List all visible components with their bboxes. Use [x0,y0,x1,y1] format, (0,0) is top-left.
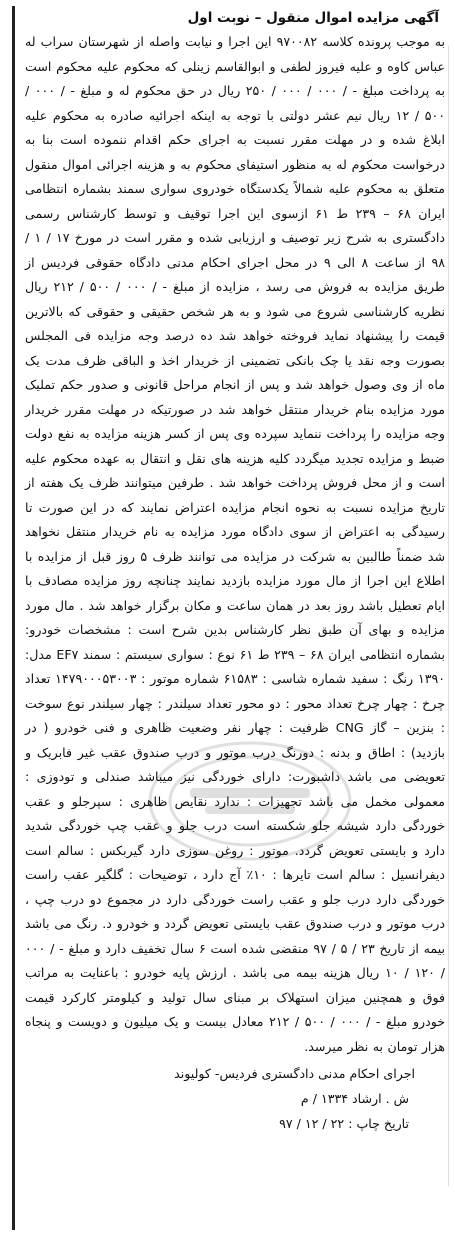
auction-notice [25,6,445,1136]
newspaper-clipping [12,6,449,1230]
notice-title: آگهی مزایده اموال منقول – نوبت اول [187,10,439,26]
notice-body: به موجب پرونده کلاسه ۹۷۰۰۸۲ این اجرا و نیابت واصله از شهرستان سراب له عباس کاوه و علیه فیروز لطفی و ابوالقاسم زینلی که محکوم علیه محکوم است به پرداخت مبلغ - / ۰۰۰ / ۰۰۰ / ۲۵۰ ریال در حق محکوم له و مبلغ - / ۰۰۰ / ۵۰۰ / ۱۲ ریال نیم عشر دولتی با توجه به اینکه اجرائیه صادره به محکوم علیه ابلاغ شده و در مهلت مقرر نسبت به اجرای حکم اقدام ننموده است بنا به درخواست محکوم له به منظور استیفای محکوم به و هزینه اجرائی اموال منقول متعلق به محکوم علیه شمالاً یکدستگاه خودروی سواری سمند بشماره انتظامی ایران ۶۸ – ۲۳۹ ط ۶۱ ازسوی این اجرا توقیف و توسط کارشناس رسمی دادگستری به شرح زیر توصیف و ارزیابی شده و مقرر است در مورخ ۱۷ / ۱ / ۹۸ از ساعت ۸ الی ۹ در محل اجرای احکام مدنی دادگاه حقوقی فردیس از طریق مزایده به فروش می رسد ، مزایده از مبلغ - / ۰۰۰ / ۵۰۰ / ۲۱۲ ریال نظریه کارشناسی شروع می شود و به هر شخص حقیقی و حقوقی که بالاترین قیمت را پیشنهاد نماید فروخته خواهد شد ده درصد وجه مزایده فی المجلس بصورت وجه نقد یا چک بانکی تضمینی از خریدار اخذ و الباقی ظرف مدت یک ماه از وی وصول خواهد شد و پس از انجام مراحل قانونی و صدور حکم تملیک مورد مزایده بنام خریدار منتقل خواهد شد در صورتیکه در مهلت مقرر خریدار وجه مزایده را پرداخت ننماید سپرده وی پس از کسر هزینه مزایده به نفع دولت ضبط و مزایده تجدید میگردد کلیه هزینه های نقل و انتقال به عهده محکوم علیه است و از محل فروش پرداخت خواهد شد . طرفین میتوانند ظرف یک هفته از تاریخ مزایده نسبت به نحوه انجام مزایده اعتراض نمایند که در این صورت تا رسیدگی به اعتراض از سوی دادگاه مورد مزایده به نام خریدار منتقل نخواهد شد ضمناً طالبین به شرکت در مزایده می توانند ظرف ۵ روز قبل از مزایده با اطلاع این اجرا از مال مورد مزایده بازدید نمایند چنانچه روز مزایده مصادف با ایام تعطیل باشد روز بعد در همان ساعت و مکان برگزار خواهد شد . مال مورد مزایده و بهای آن طبق نظر کارشناس بدین شرح است : مشخصات خودرو: بشماره انتظامی ایران ۶۸ – ۲۳۹ ط ۶۱ نوع : سواری سیستم : سمند EF۷ مدل: ۱۳۹۰ رنگ : سفید شماره شاسی : ۶۱۵۸۳ شماره موتور : ۱۴۷۹۰۰۰۵۳۰۰۳ تعداد چرخ : چهار چرخ تعداد محور : دو محور تعداد سیلندر : چهار سیلندر نوع سوخت : بنزین – گاز CNG ظرفیت : چهار نفر وضعیت ظاهری و فنی خودرو ( در بازدید) : اطاق و بدنه : دورنگ درب موتور و درب صندوق عقب غیر فابریک و تعویضی می باشد داشبورت: دارای خوردگی نیز میباشد صندلی و تودوزی : معمولی مخمل می باشد تجهیزات : ندارد نقایص ظاهری : سپرجلو و عقب خوردگی دارد شیشه جلو شکسته است درب جلو و عقب چپ خوردگی شدید دارد و بایستی تعویض گردد. موتور : روغن سوزی دارد گیربکس : سالم است دیفرانسیل : سالم است تایرها : ۱۰٪ آج دارد ، توضیحات : گلگیر عقب راست خوردگی دارد درب جلو و عقب راست خوردگی دارد در مجموع دو درب چپ ، درب موتور و درب صندوق عقب بایستی تعویض گردد و خودرو د. رنگ می باشد بیمه از تاریخ ۲۳ / ۵ / ۹۷ منقضی شده است ۶ سال تخفیف دارد و مبلغ - / ۰۰۰ / ۱۲۰ / ۱۰ ریال هزینه بیمه می باشد . ارزش پایه خودرو : باعنایت به مراتب فوق و همچنین میزان استهلاک بر مبنای سال تولید و کیلومتر کارکرد قیمت خودرو مبلغ - / ۰۰۰ / ۵۰۰ / ۲۱۲ معادل بیست و یک میلیون و دویست و پنجاه هزار تومان به نظر میرسد. [25,34,446,1054]
ershad-number: ش . ارشاد ۱۳۳۴ / م [300,1091,409,1106]
column-rule [448,46,449,1186]
notice-signature: اجرای احکام مدنی دادگستری فردیس- کوليوند [174,1066,415,1081]
print-date: تاریخ چاپ : ۲۲ / ۱۲ / ۹۷ [279,1116,409,1131]
